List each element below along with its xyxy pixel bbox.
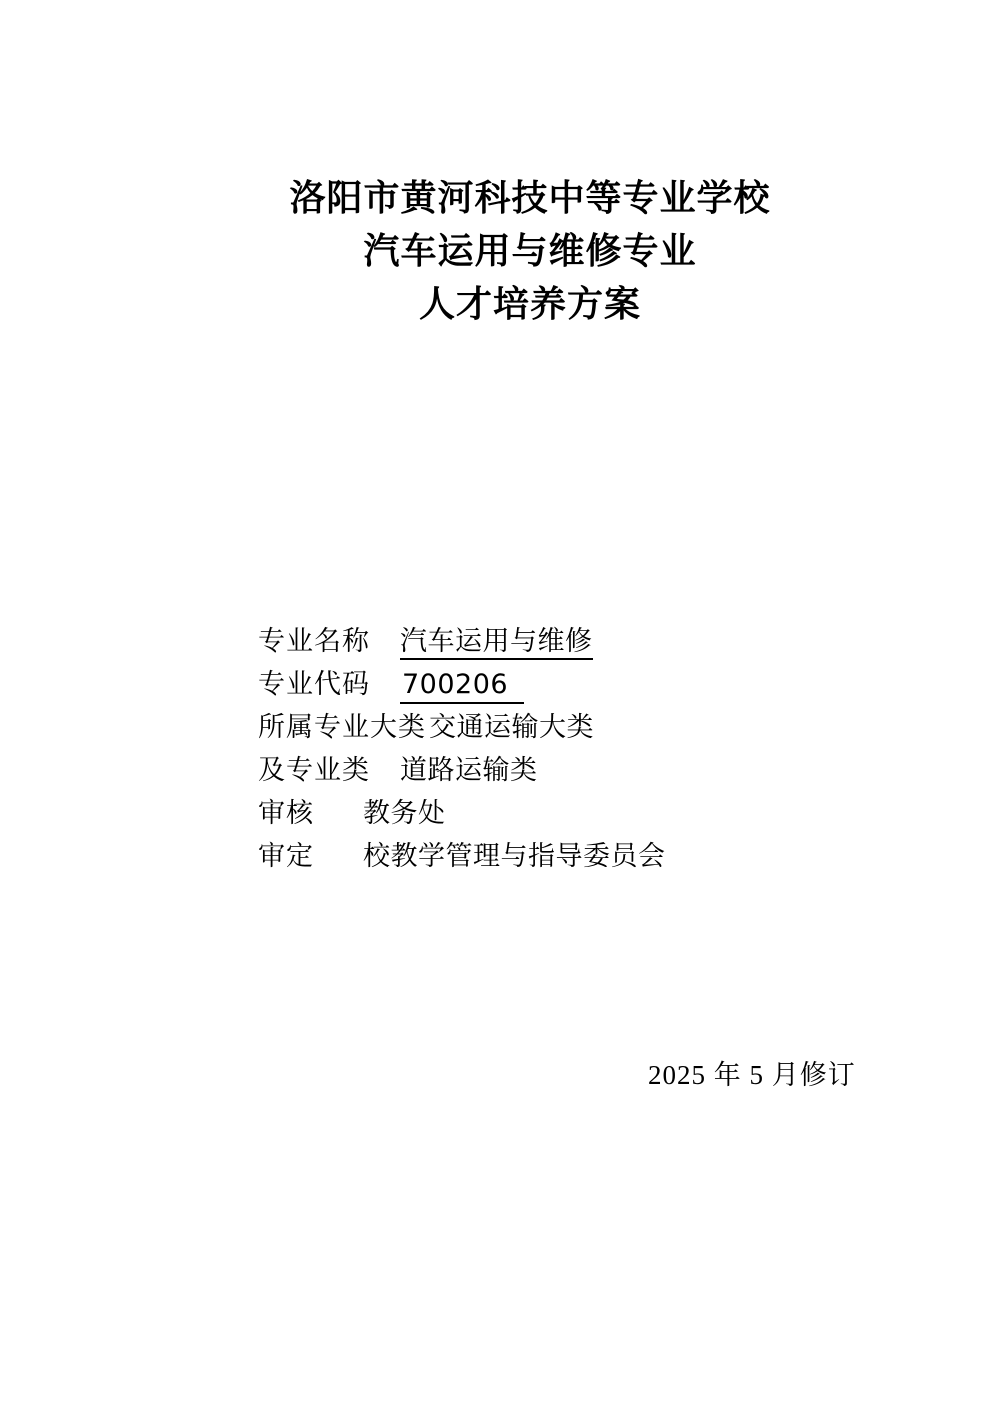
major-class-label: 及专业类 <box>258 755 370 785</box>
major-name-value: 汽车运用与维修 <box>400 624 593 660</box>
major-category-label: 所属专业大类 <box>258 712 426 742</box>
title-line-plan: 人才培养方案 <box>418 284 641 325</box>
form-row-approver <box>258 835 666 878</box>
reviewer-value: 教务处 <box>363 798 446 828</box>
major-category-value: 交通运输大类 <box>429 712 594 742</box>
major-code-value: 700206 <box>400 668 524 704</box>
approver-label: 审定 <box>258 841 314 871</box>
form-row-major-category <box>258 706 666 749</box>
major-class-value: 道路运输类 <box>400 755 538 785</box>
major-name-label: 专业名称 <box>258 626 370 656</box>
approver-value: 校教学管理与指导委员会 <box>363 841 666 871</box>
form-row-major-class <box>258 749 666 792</box>
title-line-school: 洛阳市黄河科技中等专业学校 <box>289 178 771 219</box>
form-row-reviewer <box>258 792 666 835</box>
cover-form <box>258 620 666 878</box>
form-row-major-name <box>258 620 666 663</box>
revision-date: 2025 年 5 月修订 <box>648 1060 856 1090</box>
document-title <box>66 172 994 331</box>
reviewer-label: 审核 <box>258 798 314 828</box>
form-row-major-code <box>258 663 666 706</box>
major-code-label: 专业代码 <box>258 669 370 699</box>
title-line-major: 汽车运用与维修专业 <box>363 231 697 272</box>
